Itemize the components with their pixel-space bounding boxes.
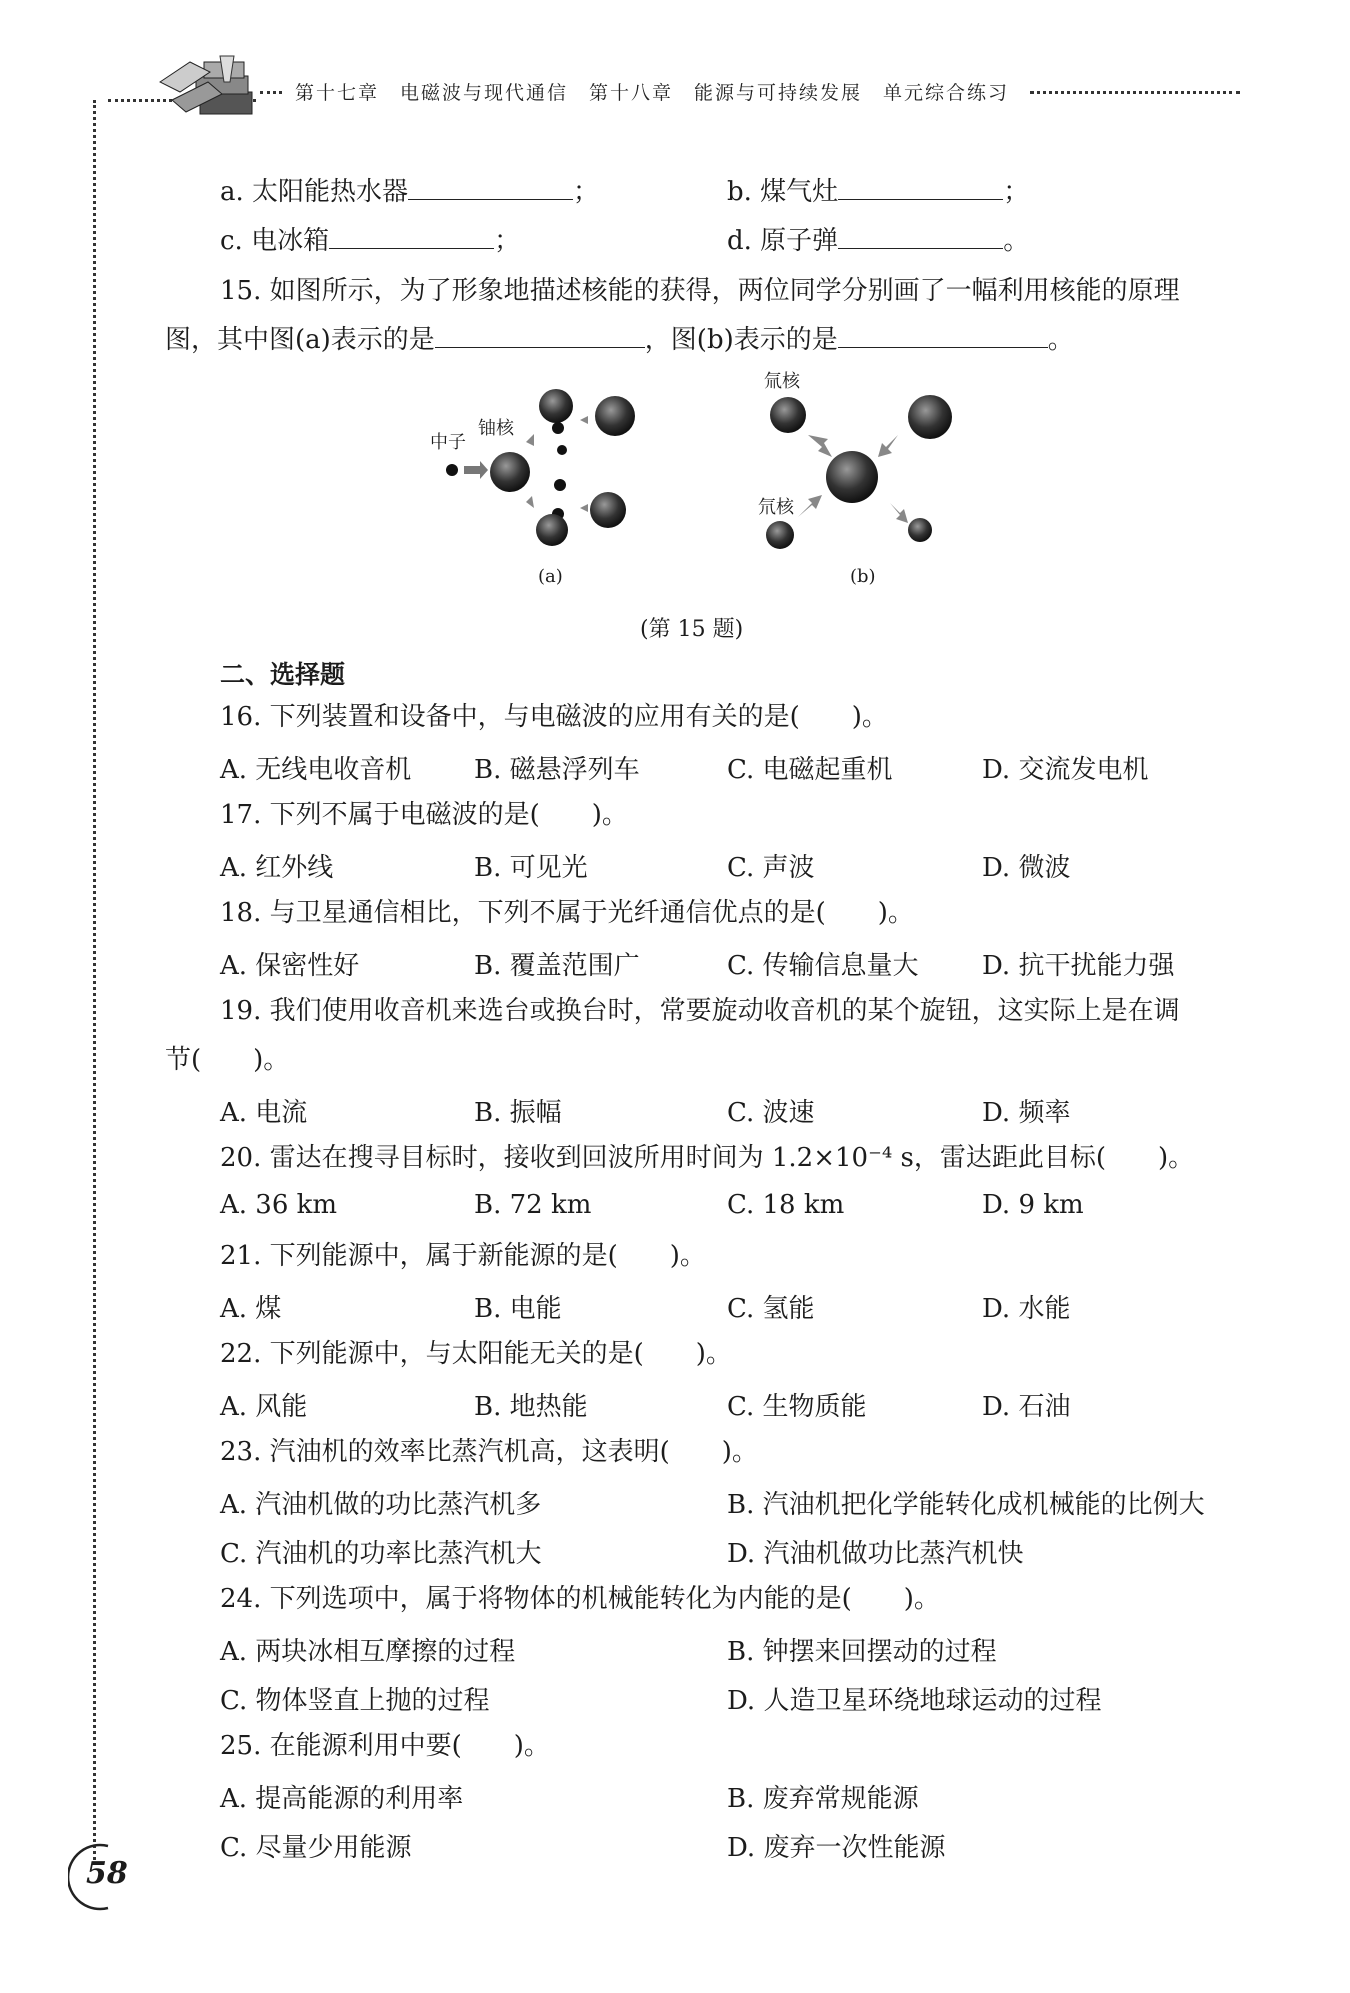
option-b[interactable]: B. 电能 bbox=[474, 1294, 562, 1324]
page-border-dotted-vertical bbox=[93, 100, 96, 1860]
question-stem: 24. 下列选项中，属于将物体的机械能转化为内能的是( )。 bbox=[220, 1584, 940, 1614]
answer-blank[interactable] bbox=[408, 175, 573, 200]
option-b[interactable]: B. 可见光 bbox=[474, 853, 588, 883]
figure-a-label: (a) bbox=[538, 566, 563, 587]
question-stem: 23. 汽油机的效率比蒸汽机高，这表明( )。 bbox=[220, 1437, 758, 1467]
section-heading: 二、选择题 bbox=[220, 660, 346, 689]
option-c[interactable]: C. 声波 bbox=[727, 853, 815, 883]
question-stem-continued: 节( )。 bbox=[165, 1045, 290, 1075]
option-d[interactable]: D. 废弃一次性能源 bbox=[727, 1833, 946, 1863]
option-c[interactable]: C. 电磁起重机 bbox=[727, 755, 893, 785]
option-c[interactable]: C. 传输信息量大 bbox=[727, 951, 919, 981]
running-header: 第十七章 电磁波与现代通信 第十八章 能源与可持续发展 单元综合练习 bbox=[295, 82, 1010, 104]
option-a[interactable]: A. 红外线 bbox=[220, 853, 334, 883]
question-stem: 17. 下列不属于电磁波的是( )。 bbox=[220, 800, 628, 830]
option-c[interactable]: C. 氢能 bbox=[727, 1294, 815, 1324]
question-stem: 22. 下列能源中，与太阳能无关的是( )。 bbox=[220, 1339, 732, 1369]
q15-stem-line2: 图，其中图(a)表示的是 ，图(b)表示的是 。 bbox=[165, 325, 1074, 355]
answer-blank[interactable] bbox=[838, 224, 1003, 249]
option-d[interactable]: D. 水能 bbox=[982, 1294, 1071, 1324]
option-a[interactable]: A. 风能 bbox=[220, 1392, 308, 1422]
question-stem: 18. 与卫星通信相比，下列不属于光纤通信优点的是( )。 bbox=[220, 898, 914, 928]
answer-blank[interactable] bbox=[329, 224, 494, 249]
option-a[interactable]: A. 煤 bbox=[220, 1294, 282, 1324]
question-stem: 20. 雷达在搜寻目标时，接收到回波所用时间为 1.2×10⁻⁴ s，雷达距此目标( )。 bbox=[220, 1143, 1195, 1173]
option-b[interactable]: B. 振幅 bbox=[474, 1098, 562, 1128]
figure-caption: (第 15 题) bbox=[640, 617, 744, 642]
figure-a-fission bbox=[430, 380, 660, 590]
option-a[interactable]: A. 无线电收音机 bbox=[220, 755, 412, 785]
q14-item-a: a. 太阳能热水器 ； bbox=[220, 177, 600, 207]
q14-item-d: d. 原子弹 。 bbox=[727, 226, 1030, 256]
option-c[interactable]: C. 生物质能 bbox=[727, 1392, 867, 1422]
option-a[interactable]: A. 电流 bbox=[220, 1098, 308, 1128]
option-d[interactable]: D. 汽油机做功比蒸汽机快 bbox=[727, 1539, 1024, 1569]
header-dots-right bbox=[1030, 91, 1240, 94]
fusion-diagram bbox=[750, 365, 980, 590]
q14-item-c: c. 电冰箱 ； bbox=[220, 226, 521, 256]
option-c[interactable]: C. 物体竖直上抛的过程 bbox=[220, 1686, 490, 1716]
header-books-icon bbox=[150, 52, 260, 132]
option-a[interactable]: A. 两块冰相互摩擦的过程 bbox=[220, 1637, 516, 1667]
option-a[interactable]: A. 提高能源的利用率 bbox=[220, 1784, 464, 1814]
q15-stem-line1: 15. 如图所示，为了形象地描述核能的获得，两位同学分别画了一幅利用核能的原理 bbox=[220, 276, 1180, 306]
option-a[interactable]: A. 36 km bbox=[220, 1190, 338, 1220]
question-stem: 21. 下列能源中，属于新能源的是( )。 bbox=[220, 1241, 706, 1271]
page-number-badge bbox=[68, 1842, 138, 1912]
option-b[interactable]: B. 磁悬浮列车 bbox=[474, 755, 640, 785]
answer-blank[interactable] bbox=[838, 323, 1048, 348]
label-neutron: 中子 bbox=[430, 432, 466, 453]
question-stem: 25. 在能源利用中要( )。 bbox=[220, 1731, 550, 1761]
figure-b-fusion bbox=[750, 365, 980, 590]
option-b[interactable]: B. 废弃常规能源 bbox=[727, 1784, 919, 1814]
option-b[interactable]: B. 地热能 bbox=[474, 1392, 588, 1422]
option-d[interactable]: D. 微波 bbox=[982, 853, 1071, 883]
question-stem: 19. 我们使用收音机来选台或换台时，常要旋动收音机的某个旋钮，这实际上是在调 bbox=[220, 996, 1180, 1026]
q14-item-b: b. 煤气灶 ； bbox=[727, 177, 1030, 207]
option-d[interactable]: D. 9 km bbox=[982, 1190, 1084, 1220]
option-d[interactable]: D. 交流发电机 bbox=[982, 755, 1149, 785]
option-d[interactable]: D. 抗干扰能力强 bbox=[982, 951, 1175, 981]
header-dots-left bbox=[260, 91, 282, 94]
option-a[interactable]: A. 保密性好 bbox=[220, 951, 360, 981]
page-number: 58 bbox=[86, 1856, 128, 1891]
label-tritium: 氚核 bbox=[764, 371, 800, 392]
question-stem: 16. 下列装置和设备中，与电磁波的应用有关的是( )。 bbox=[220, 702, 888, 732]
label-uranium-nucleus: 铀核 bbox=[478, 418, 514, 439]
label-deuterium: 氘核 bbox=[758, 497, 794, 518]
option-b[interactable]: B. 钟摆来回摆动的过程 bbox=[727, 1637, 997, 1667]
fission-diagram bbox=[430, 380, 660, 590]
option-c[interactable]: C. 尽量少用能源 bbox=[220, 1833, 412, 1863]
option-b[interactable]: B. 汽油机把化学能转化成机械能的比例大 bbox=[727, 1490, 1205, 1520]
answer-blank[interactable] bbox=[435, 323, 645, 348]
option-a[interactable]: A. 汽油机做的功比蒸汽机多 bbox=[220, 1490, 542, 1520]
option-d[interactable]: D. 石油 bbox=[982, 1392, 1071, 1422]
figure-b-label: (b) bbox=[850, 566, 876, 587]
answer-blank[interactable] bbox=[838, 175, 1003, 200]
option-d[interactable]: D. 人造卫星环绕地球运动的过程 bbox=[727, 1686, 1102, 1716]
option-b[interactable]: B. 72 km bbox=[474, 1190, 592, 1220]
option-b[interactable]: B. 覆盖范围广 bbox=[474, 951, 640, 981]
option-d[interactable]: D. 频率 bbox=[982, 1098, 1071, 1128]
option-c[interactable]: C. 汽油机的功率比蒸汽机大 bbox=[220, 1539, 542, 1569]
option-c[interactable]: C. 18 km bbox=[727, 1190, 845, 1220]
option-c[interactable]: C. 波速 bbox=[727, 1098, 815, 1128]
